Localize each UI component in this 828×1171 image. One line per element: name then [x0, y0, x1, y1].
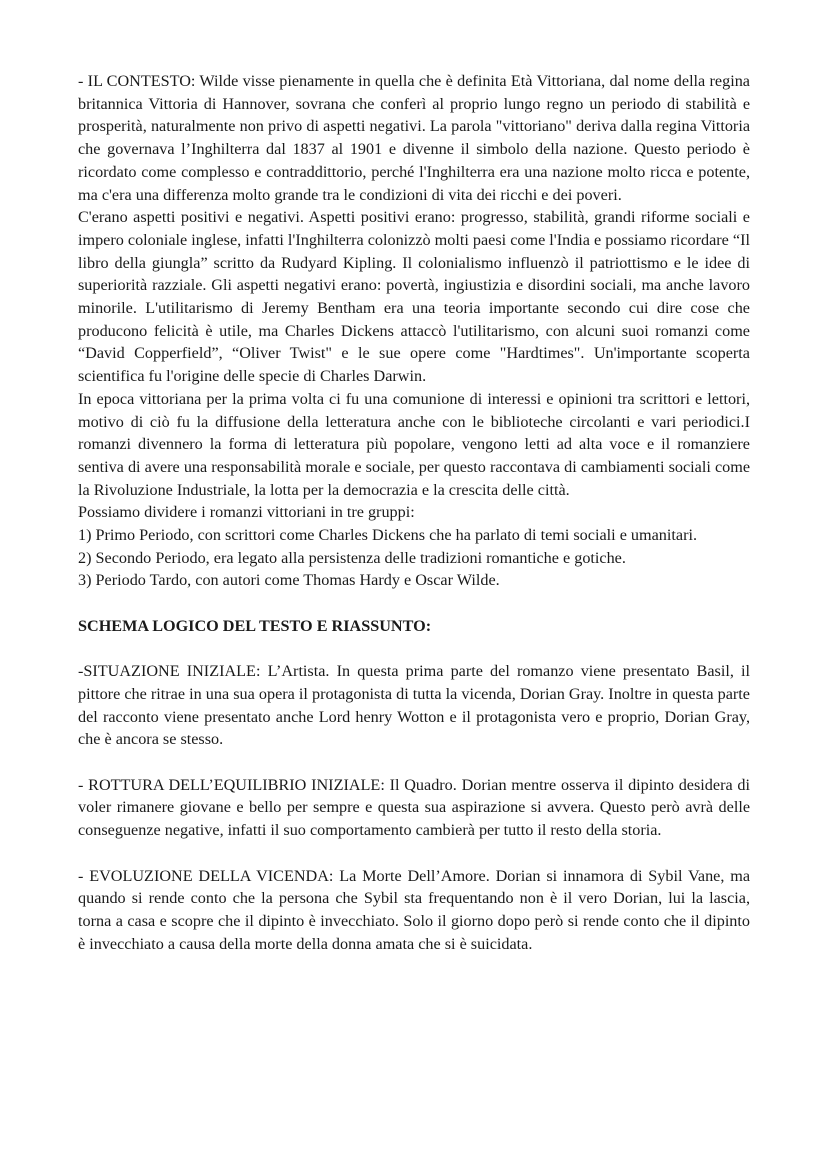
- rottura-paragraph: - ROTTURA DELL’EQUILIBRIO INIZIALE: Il Quadro. Dorian mentre osserva il dipinto desidera di voler rimanere giovane e bello per sempre e questa sua aspirazione si avvera. Questo però avrà delle conseguenze negative, infatti il suo comportamento cambierà per tutto il resto della storia.: [78, 775, 750, 840]
- list-item-2: 2) Secondo Periodo, era legato alla persistenza delle tradizioni romantiche e gotiche.: [78, 548, 626, 567]
- evoluzione-paragraph: - EVOLUZIONE DELLA VICENDA: La Morte Dell’Amore. Dorian si innamora di Sybil Vane, ma quando si rende conto che la persona che Sybil sta frequentando non è il vero Dorian, lui la lascia, torna a casa e scopre che il dipinto è invecchiato. Solo il giorno dopo però si rende conto che il dipinto è invecchiato a causa della morte della donna amata che si è suicidata.: [78, 866, 750, 953]
- spacer: [78, 751, 750, 774]
- list-item-1: 1) Primo Periodo, con scrittori come Charles Dickens che ha parlato di temi sociali e umanitari.: [78, 526, 697, 545]
- spacer: [78, 842, 750, 865]
- list-item-3: 3) Periodo Tardo, con autori come Thomas Hardy e Oscar Wilde.: [78, 571, 500, 590]
- context-paragraph-1: - IL CONTESTO: Wilde visse pienamente in quella che è definita Età Vittoriana, dal nome della regina britannica Vittoria di Hannover, sovrana che conferì al proprio lungo regno un periodo di stabilità e prosperità, naturalmente non privo di aspetti negativi. La parola "vittoriano" deriva dalla regina Vittoria che governava l’Inghilterra dal 1837 al 1901 e divenne il simbolo della nazione. Questo periodo è ricordato come complesso e contraddittorio, perché l'Inghilterra era una nazione molto ricca e potente, ma c'era una differenza molto grande tra le condizioni di vita dei ricchi e dei poveri.: [78, 72, 750, 204]
- spacer: [78, 592, 750, 615]
- context-paragraph-2: C'erano aspetti positivi e negativi. Aspetti positivi erano: progresso, stabilità, grandi riforme sociali e impero coloniale inglese, infatti l'Inghilterra colonizzò molti paesi come l'India e possiamo ricordare “Il libro della giungla” scritto da Rudyard Kipling. Il colonialismo influenzò il patriottismo e le idee di superiorità razziale. Gli aspetti negativi erano: povertà, ingiustizia e disordini sociali, ma anche lavoro minorile. L'utilitarismo di Jeremy Bentham era una teoria importante secondo cui dire cose che producono felicità è utile, ma Charles Dickens attaccò l'utilitarismo, con alcuni suoi romanzi come “David Copperfield”, “Oliver Twist" e le sue opere come "Hardtimes". Un'importante scoperta scientifica fu l'origine delle specie di Charles Darwin.: [78, 208, 750, 386]
- context-paragraph-4: Possiamo dividere i romanzi vittoriani in tre gruppi:: [78, 503, 415, 522]
- context-paragraph-3: In epoca vittoriana per la prima volta ci fu una comunione di interessi e opinioni tra scrittori e lettori, motivo di ciò fu la diffusione della letteratura anche con le biblioteche circolanti e vari periodici.I romanzi divennero la forma di letteratura più popolare, vengono letti ad alta voce e il romanziere sentiva di avere una responsabilità morale e sociale, per questo raccontava di cambiamenti sociali come la Rivoluzione Industriale, la lotta per la democrazia e la crescita delle città.: [78, 389, 750, 499]
- spacer: [78, 638, 750, 661]
- situazione-iniziale-paragraph: -SITUAZIONE INIZIALE: L’Artista. In questa prima parte del romanzo viene presentato Basil, il pittore che ritrae in una sua opera il protagonista di tutta la vicenda, Dorian Gray. Inoltre in questa parte del racconto viene presentato anche Lord henry Wotton e il protagonista vero e proprio, Dorian Gray, che è ancora se stesso.: [78, 662, 750, 749]
- document-page: [78, 70, 750, 955]
- section-heading: SCHEMA LOGICO DEL TESTO E RIASSUNTO:: [78, 616, 432, 635]
